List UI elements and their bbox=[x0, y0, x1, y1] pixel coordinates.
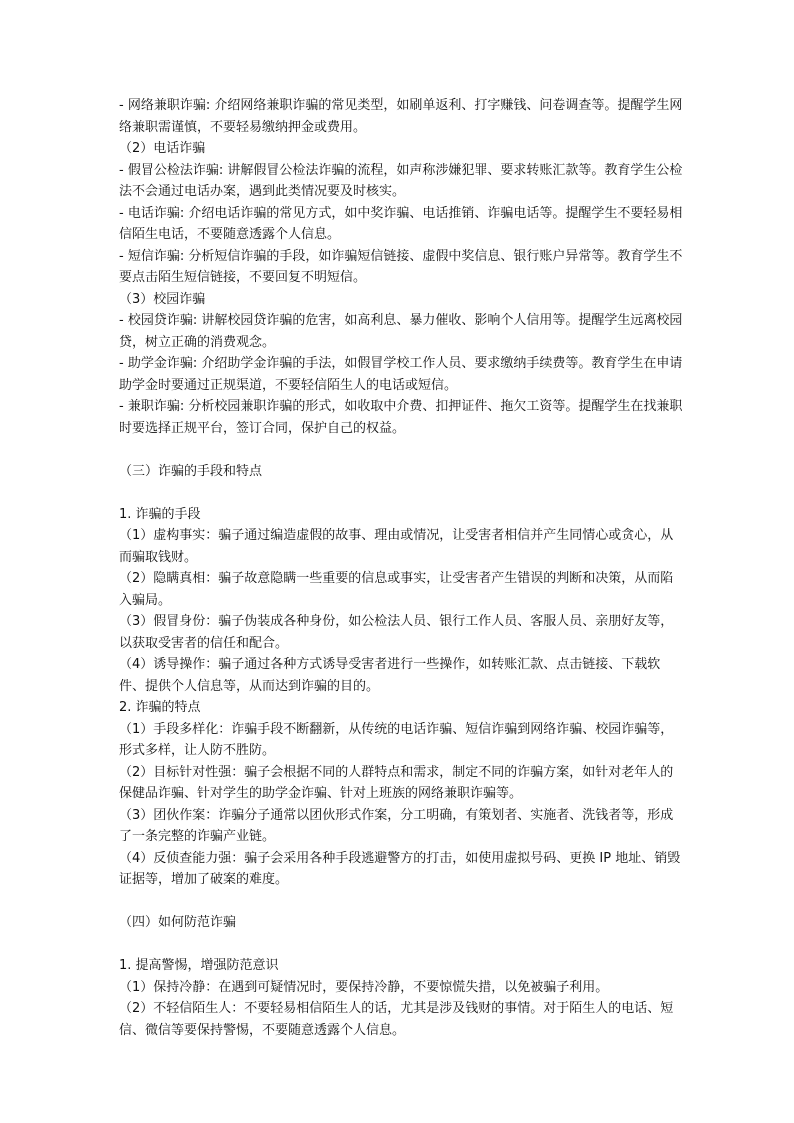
para-online-job-fraud: - 网络兼职诈骗: 介绍网络兼职诈骗的常见类型，如刷单返利、打字赚钱、问卷调查等。提醒学生网络兼职需谨慎，不要轻易缴纳押金或费用。 bbox=[119, 98, 683, 135]
section-heading-3: （三）诈骗的手段和特点 bbox=[119, 463, 263, 479]
document-page bbox=[119, 95, 684, 1041]
para-targeted: （2）目标针对性强：骗子会根据不同的人群特点和需求，制定不同的诈骗方案，如针对老年人的保健品诈骗、针对学生的助学金诈骗、针对上班族的网络兼职诈骗等。 bbox=[119, 764, 674, 801]
para-diverse-means: （1）手段多样化：诈骗手段不断翻新，从传统的电话诈骗、短信诈骗到网络诈骗、校园诈骗等，形式多样，让人防不胜防。 bbox=[119, 721, 674, 758]
section-heading-4: （四）如何防范诈骗 bbox=[119, 915, 237, 930]
blank-line bbox=[119, 439, 684, 461]
para-phone-fraud: - 电话诈骗: 介绍电话诈骗的常见方式，如中奖诈骗、电话推销、诈骗电话等。提醒学生不要轻易相信陌生电话，不要随意透露个人信息。 bbox=[119, 205, 683, 242]
para-campus-loan-fraud: - 校园贷诈骗: 讲解校园贷诈骗的危害，如高利息、暴力催收、影响个人信用等。提醒学生远离校园贷，树立正确的消费观念。 bbox=[119, 313, 683, 350]
subheading-fraud-methods: 1. 诈骗的手段 bbox=[119, 506, 201, 522]
blank-line bbox=[119, 891, 684, 913]
para-distrust-strangers: （2）不轻信陌生人：不要轻易相信陌生人的话，尤其是涉及钱财的事情。对于陌生人的电话、短信、微信等要保持警惕，不要随意透露个人信息。 bbox=[119, 1001, 674, 1038]
para-part-time-fraud: - 兼职诈骗: 分析校园兼职诈骗的形式，如收取中介费、扣押证件、拖欠工资等。提醒学生在找兼职时要选择正规平台，签订合同，保护自己的权益。 bbox=[119, 399, 683, 436]
blank-line bbox=[119, 482, 684, 504]
para-fabrication: （1）虚构事实：骗子通过编造虚假的故事、理由或情况，让受害者相信并产生同情心或贪心，从而骗取钱财。 bbox=[119, 528, 674, 565]
subheading-vigilance: 1. 提高警惕，增强防范意识 bbox=[119, 958, 279, 973]
blank-line bbox=[119, 934, 684, 956]
para-sms-fraud: - 短信诈骗: 分析短信诈骗的手段，如诈骗短信链接、虚假中奖信息、银行账户异常等。教育学生不要点击陌生短信链接，不要回复不明短信。 bbox=[119, 248, 683, 285]
para-concealment: （2）隐瞒真相：骗子故意隐瞒一些重要的信息或事实，让受害者产生错误的判断和决策，从而陷入骗局。 bbox=[119, 571, 674, 608]
subheading-phone-fraud: （2）电话诈骗 bbox=[119, 141, 206, 156]
para-anti-investigation: （4）反侦查能力强：骗子会采用各种手段逃避警方的打击，如使用虚拟号码、更换 IP 地址、销毁证据等，增加了破案的难度。 bbox=[119, 850, 681, 887]
para-fake-police-fraud: - 假冒公检法诈骗: 讲解假冒公检法诈骗的流程，如声称涉嫌犯罪、要求转账汇款等。教育学生公检法不会通过电话办案，遇到此类情况要及时核实。 bbox=[119, 162, 683, 199]
para-gang-crime: （3）团伙作案：诈骗分子通常以团伙形式作案，分工明确，有策划者、实施者、洗钱者等，形成了一条完整的诈骗产业链。 bbox=[119, 807, 674, 844]
para-stay-calm: （1）保持冷静：在遇到可疑情况时，要保持冷静，不要惊慌失措，以免被骗子利用。 bbox=[119, 979, 609, 995]
subheading-campus-fraud: （3）校园诈骗 bbox=[119, 291, 206, 307]
para-impersonation: （3）假冒身份：骗子伪装成各种身份，如公检法人员、银行工作人员、客服人员、亲朋好友等，以获取受害者的信任和配合。 bbox=[119, 614, 674, 651]
para-inducement: （4）诱导操作：骗子通过各种方式诱导受害者进行一些操作，如转账汇款、点击链接、下载软件、提供个人信息等，从而达到诈骗的目的。 bbox=[119, 657, 661, 694]
subheading-fraud-traits: 2. 诈骗的特点 bbox=[119, 700, 201, 715]
para-grant-fraud: - 助学金诈骗: 介绍助学金诈骗的手法，如假冒学校工作人员、要求缴纳手续费等。教育学生在申请助学金时要通过正规渠道，不要轻信陌生人的电话或短信。 bbox=[119, 356, 683, 393]
